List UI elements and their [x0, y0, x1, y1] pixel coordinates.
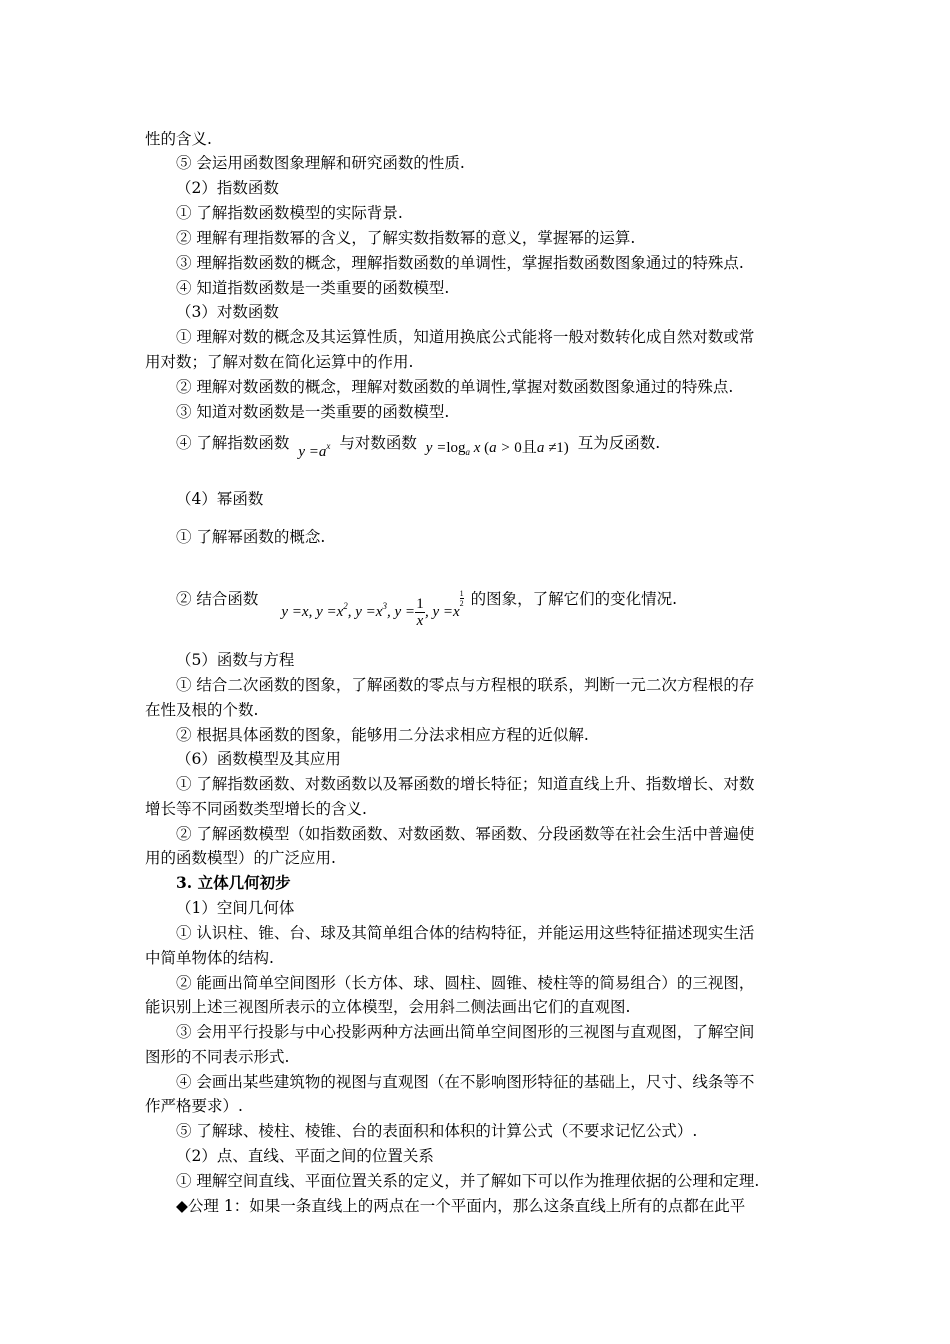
text-fragment: 互为反函数.	[577, 434, 661, 452]
text-line: 作严格要求）.	[145, 1097, 243, 1115]
text-fragment: ④ 了解指数函数	[176, 434, 290, 452]
text-line: ② 了解函数模型（如指数函数、对数函数、幂函数、分段函数等在社会生活中普遍使	[176, 825, 755, 843]
section-heading: （1）空间几何体	[176, 899, 295, 917]
text-line: ② 理解对数函数的概念，理解对数函数的单调性,掌握对数函数图象通过的特殊点.	[176, 378, 734, 396]
text-line: ③ 理解指数函数的概念，理解指数函数的单调性，掌握指数函数图象通过的特殊点.	[176, 254, 744, 272]
section-heading: （2）点、直线、平面之间的位置关系	[176, 1147, 434, 1165]
text-line: ② 理解有理指数幂的含义，了解实数指数幂的意义，掌握幂的运算.	[176, 229, 636, 247]
section-heading: （6）函数模型及其应用	[176, 750, 341, 768]
text-line: ① 理解对数的概念及其运算性质，知道用换底公式能将一般对数转化成自然对数或常	[176, 328, 755, 346]
text-line: ① 了解幂函数的概念.	[176, 528, 326, 546]
section-heading: （3）对数函数	[176, 303, 279, 321]
section-heading: （4）幂函数	[176, 490, 264, 508]
text-line: ① 认识柱、锥、台、球及其简单组合体的结构特征，并能运用这些特征描述现实生活	[176, 924, 755, 942]
text-line: ① 了解指数函数模型的实际背景.	[176, 204, 403, 222]
text-fragment: 的图象，了解它们的变化情况.	[470, 590, 678, 608]
text-line: ① 了解指数函数、对数函数以及幂函数的增长特征；知道直线上升、指数增长、对数	[176, 775, 755, 793]
power-functions-line	[176, 577, 678, 629]
text-line: 用的函数模型）的广泛应用.	[145, 849, 336, 867]
text-fragment: 与对数函数	[339, 434, 417, 452]
text-line: 性的含义.	[145, 130, 212, 148]
text-line: 图形的不同表示形式.	[145, 1048, 290, 1066]
text-line: ◆公理 1：如果一条直线上的两点在一个平面内，那么这条直线上所有的点都在此平	[176, 1197, 746, 1215]
formula-logarithm: $y =\log_a$ x (a > 0且a ≠1)	[425, 440, 569, 457]
text-line: ② 根据具体函数的图象，能够用二分法求相应方程的近似解.	[176, 726, 589, 744]
chapter-heading: 3. 立体几何初步	[176, 873, 291, 892]
text-line: ① 结合二次函数的图象，了解函数的零点与方程根的联系，判断一元二次方程根的存	[176, 676, 755, 694]
text-line: ⑤ 会运用函数图象理解和研究函数的性质.	[176, 154, 465, 172]
formula-exponential: $y =a^x$	[298, 441, 331, 460]
text-line: 用对数；了解对数在简化运算中的作用.	[145, 353, 414, 371]
text-fragment: ② 结合函数	[176, 590, 259, 608]
section-heading: （2）指数函数	[176, 179, 279, 197]
text-line: ① 理解空间直线、平面位置关系的定义，并了解如下可以作为推理依据的公理和定理.	[176, 1172, 760, 1190]
text-line: 增长等不同函数类型增长的含义.	[145, 800, 367, 818]
text-line: ④ 会画出某些建筑物的视图与直观图（在不影响图形特征的基础上，尺寸、线条等不	[176, 1073, 755, 1091]
section-heading: （5）函数与方程	[176, 651, 295, 669]
text-line: ⑤ 了解球、棱柱、棱锥、台的表面积和体积的计算公式（不要求记忆公式）.	[176, 1122, 698, 1140]
text-line: 能识别上述三视图所表示的立体模型，会用斜二侧法画出它们的直观图.	[145, 998, 631, 1016]
text-line: 中简单物体的结构.	[145, 949, 274, 967]
text-line: ③ 会用平行投影与中心投影两种方法画出简单空间图形的三视图与直观图，了解空间	[176, 1023, 755, 1041]
text-line: ④ 知道指数函数是一类重要的函数模型.	[176, 279, 450, 297]
text-line: 在性及根的个数.	[145, 701, 259, 719]
text-line: ③ 知道对数函数是一类重要的函数模型.	[176, 403, 450, 421]
inverse-function-line	[176, 428, 660, 458]
text-line: ② 能画出简单空间图形（长方体、球、圆柱、圆锥、棱柱等的简易组合）的三视图，	[176, 974, 755, 992]
formula-power-functions: y =x, $y =x^2$, $y =x^3$, y = $\frac{1}{x}$ , y =x $\frac{1}{2}$	[281, 589, 464, 629]
